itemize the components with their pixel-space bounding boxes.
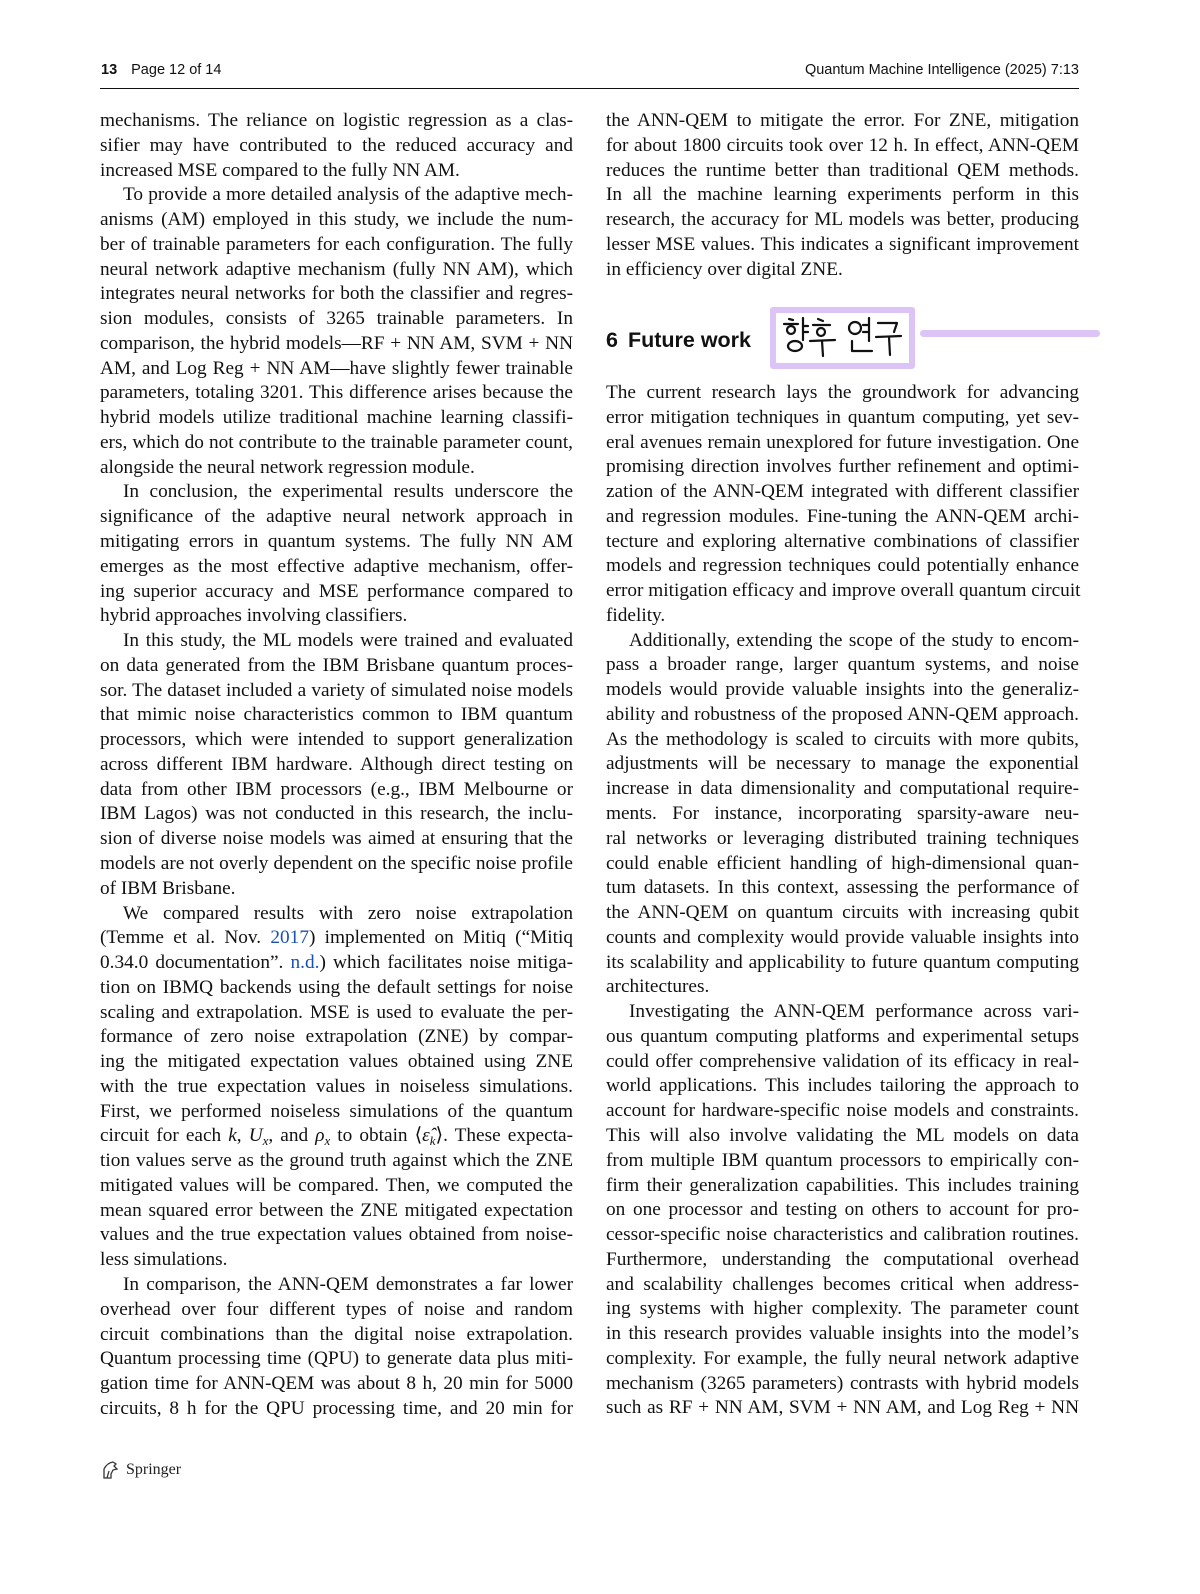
text-line: To provide a more detailed analysis of the adaptive mech- xyxy=(123,184,573,206)
right-column-top xyxy=(606,109,1079,282)
paragraph xyxy=(100,1273,573,1422)
text-line: counts and complexity would provide valuable insights into xyxy=(606,926,1079,948)
text-line: In comparison, the ANN-QEM demonstrates a far lower xyxy=(123,1273,573,1295)
text-run: to obtain ⟨ xyxy=(330,1125,423,1147)
text-line: account for hardware-specific noise models and constraints. xyxy=(606,1100,1079,1122)
section-number: 6 xyxy=(606,328,618,352)
text-line: firm their generalization capabilities. This includes training xyxy=(606,1174,1079,1196)
text-line: and regression modules. Fine-tuning the ANN-QEM archi- xyxy=(606,505,1079,527)
publisher-name: Springer xyxy=(126,1461,182,1478)
text-line: In this study, the ML models were trained and evaluated xyxy=(123,630,573,652)
text-line: tum datasets. In this context, assessing the performance of xyxy=(606,877,1079,899)
text-line: ber of trainable parameters for each configuration. The fully xyxy=(100,233,573,255)
text-line: fidelity. xyxy=(606,604,666,626)
text-run: 0.34.0 documentation”. xyxy=(100,952,291,974)
text-line: data from other IBM processors (e.g., IBM Melbourne or xyxy=(100,778,573,800)
math-symbol: x xyxy=(324,1133,331,1149)
paragraph xyxy=(100,902,573,1273)
text-line: mechanisms. The reliance on logistic regression as a clas- xyxy=(100,110,573,131)
text-line: tion values serve as the ground truth against which the ZNE xyxy=(100,1150,573,1172)
left-column xyxy=(100,109,573,1422)
text-run: , xyxy=(236,1125,249,1147)
text-line: lesser MSE values. This indicates a significant improvement xyxy=(606,233,1079,255)
text-line: complexity. For example, the fully neural network adaptive xyxy=(606,1347,1079,1369)
journal-citation: Quantum Machine Intelligence (2025) 7:13 xyxy=(804,62,1079,78)
text-line: sifier may have contributed to the reduced accuracy and xyxy=(100,134,573,156)
text-line: significance of the adaptive neural network approach in xyxy=(100,506,573,528)
running-header-left xyxy=(101,62,221,78)
text-line: sion modules, consists of 3265 trainable parameters. In xyxy=(100,308,573,330)
text-line: its scalability and applicability to future quantum computing xyxy=(606,951,1079,973)
text-line: We compared results with zero noise extrapolation xyxy=(123,902,573,924)
math-symbol: k xyxy=(228,1125,237,1147)
publisher-footer xyxy=(101,1460,181,1480)
text-line: circuit combinations than the digital noise extrapolation. xyxy=(100,1323,573,1345)
text-line: gation time for ANN-QEM was about 8 h, 20 min for 5000 xyxy=(100,1373,573,1395)
paragraph xyxy=(100,629,573,901)
text-line: that mimic noise characteristics common to IBM quantum xyxy=(100,704,573,726)
text-line xyxy=(100,1124,573,1149)
page-number: 13 xyxy=(101,62,118,78)
math-symbol: ε̂ xyxy=(422,1125,430,1147)
paragraph xyxy=(606,381,1079,629)
text-line: alongside the neural network regression module. xyxy=(100,456,475,478)
text-line: on data generated from the IBM Brisbane quantum proces- xyxy=(100,654,573,676)
text-line: models would provide valuable insights into the generaliz- xyxy=(606,679,1079,701)
handwritten-korean-note xyxy=(780,315,905,359)
text-line: values and the true expectation values obtained from noise- xyxy=(100,1224,573,1246)
text-line: architectures. xyxy=(606,976,710,998)
text-line: on one processor and testing on others to account for pro- xyxy=(606,1199,1079,1221)
text-line: sor. The dataset included a variety of simulated noise models xyxy=(100,679,573,701)
math-symbol: x xyxy=(262,1133,269,1149)
right-column-bottom xyxy=(606,381,1079,1421)
text-line: parameters, totaling 3201. This difference arises because the xyxy=(100,382,573,404)
text-line: Furthermore, understanding the computational overhead xyxy=(606,1248,1079,1270)
text-line: with the true expectation values in noiseless simulations. xyxy=(100,1075,573,1097)
paragraph xyxy=(100,109,573,183)
text-line: mitigated values will be compared. Then, we computed the xyxy=(100,1174,573,1196)
header-rule xyxy=(100,88,1079,89)
section-title: Future work xyxy=(627,328,752,352)
text-line: circuits, 8 h for the QPU processing time, and 20 min for xyxy=(100,1397,573,1419)
text-line: mean squared error between the ZNE mitigated expectation xyxy=(100,1199,573,1221)
paragraph xyxy=(606,109,1079,282)
text-run: (Temme et al. Nov. xyxy=(100,927,271,949)
text-line: In conclusion, the experimental results underscore the xyxy=(123,481,573,503)
text-line: of IBM Brisbane. xyxy=(100,877,236,899)
math-symbol: k xyxy=(429,1133,436,1149)
text-line: As the methodology is scaled to circuits with more qubits, xyxy=(606,728,1079,750)
citation-link[interactable]: 2017 xyxy=(270,927,309,949)
text-line: could offer comprehensive validation of its efficacy in real- xyxy=(606,1050,1079,1072)
text-line: research, the accuracy for ML models was better, producing xyxy=(606,209,1079,231)
text-line: integrates neural networks for both the classifier and regres- xyxy=(100,283,573,305)
text-line: tion on IBMQ backends using the default settings for noise xyxy=(100,976,573,998)
paragraph xyxy=(606,629,1079,1000)
text-line: comparison, the hybrid models—RF + NN AM, SVM + NN xyxy=(100,332,573,354)
text-line: ments. For instance, incorporating sparsity-aware neu- xyxy=(606,803,1079,825)
text-line: error mitigation efficacy and improve overall quantum circuit xyxy=(606,580,1081,602)
text-line: world applications. This includes tailoring the approach to xyxy=(606,1075,1079,1097)
text-line: ability and robustness of the proposed ANN-QEM approach. xyxy=(606,703,1079,725)
text-line: ers, which do not contribute to the trainable parameter count, xyxy=(100,431,573,453)
text-line: ing the mitigated expectation values obtained using ZNE xyxy=(100,1051,573,1073)
text-line: IBM Lagos) was not conducted in this research, the inclu- xyxy=(100,803,573,825)
text-line: The current research lays the groundwork for advancing xyxy=(606,382,1079,403)
text-line: In all the machine learning experiments perform in this xyxy=(606,184,1079,206)
annotation-connector-line xyxy=(920,330,1100,337)
text-line: across different IBM hardware. Although direct testing on xyxy=(100,753,573,775)
text-run: circuit for each xyxy=(100,1125,229,1147)
text-line: increase in data dimensionality and computational require- xyxy=(606,778,1079,800)
text-line: promising direction involves further refinement and optimi- xyxy=(606,456,1079,478)
math-symbol: U xyxy=(248,1125,263,1147)
springer-horse-icon xyxy=(101,1460,121,1480)
citation-link[interactable]: n.d. xyxy=(290,952,320,974)
text-line: neural network adaptive mechanism (fully NN AM), which xyxy=(100,258,573,280)
text-line: zation of the ANN-QEM integrated with different classifier xyxy=(606,481,1079,503)
section-heading xyxy=(606,328,751,353)
text-line: hybrid models utilize traditional machine learning classifi- xyxy=(100,407,573,429)
page-of: Page 12 of 14 xyxy=(131,62,222,78)
text-run: ) which facilitates noise mitiga- xyxy=(319,952,573,974)
text-line: models are not overly dependent on the specific noise profile xyxy=(100,852,573,874)
text-line: First, we performed noiseless simulations of the quantum xyxy=(100,1100,573,1122)
text-line: Quantum processing time (QPU) to generate data plus miti- xyxy=(100,1348,573,1370)
text-line: processors, which were intended to support generalization xyxy=(100,729,573,751)
text-line: emerges as the most effective adaptive mechanism, offer- xyxy=(100,555,573,577)
text-line xyxy=(100,926,573,951)
text-line: ral networks or leveraging distributed training techniques xyxy=(606,827,1079,849)
text-line: mechanism (3265 parameters) contrasts with hybrid models xyxy=(606,1372,1079,1394)
text-line: in this research provides valuable insights into the model’s xyxy=(606,1323,1079,1345)
text-line: and scalability challenges becomes critical when address- xyxy=(606,1273,1079,1295)
text-line: eral avenues remain unexplored for future investigation. One xyxy=(606,431,1079,453)
text-line: could enable efficient handling of high-dimensional quan- xyxy=(606,852,1079,874)
paragraph xyxy=(100,183,573,480)
text-line: Investigating the ANN-QEM performance across vari- xyxy=(629,1001,1079,1023)
text-line: ing superior accuracy and MSE performance compared to xyxy=(100,580,573,602)
text-line: error mitigation techniques in quantum computing, yet sev- xyxy=(606,406,1079,428)
text-line: the ANN-QEM to mitigate the error. For ZNE, mitigation xyxy=(606,110,1079,131)
paragraph xyxy=(606,1000,1079,1421)
text-line: such as RF + NN AM, SVM + NN AM, and Log Reg + NN xyxy=(606,1397,1079,1419)
text-line: Additionally, extending the scope of the study to encom- xyxy=(629,629,1079,651)
text-line: tecture and exploring alternative combinations of classifier xyxy=(606,530,1079,552)
text-line: sion of diverse noise models was aimed at ensuring that the xyxy=(100,828,573,850)
text-line: the ANN-QEM on quantum circuits with increasing qubit xyxy=(606,902,1079,924)
text-line: ing systems with higher complexity. The parameter count xyxy=(606,1298,1079,1320)
handwritten-annotation-box[interactable] xyxy=(770,307,915,369)
text-line: mitigating errors in quantum systems. The fully NN AM xyxy=(100,531,573,553)
text-run: ) implemented on Mitiq (“Mitiq xyxy=(308,927,573,949)
text-line: overhead over four different types of noise and random xyxy=(100,1298,573,1320)
text-line: for about 1800 circuits took over 12 h. In effect, ANN-QEM xyxy=(606,134,1079,156)
paragraph xyxy=(100,480,573,629)
text-line: ous quantum computing platforms and experimental setups xyxy=(606,1025,1079,1047)
text-line: in efficiency over digital ZNE. xyxy=(606,258,843,280)
text-line: cessor-specific noise characteristics and calibration routines. xyxy=(606,1224,1079,1246)
text-line: formance of zero noise extrapolation (ZNE) by compar- xyxy=(100,1026,573,1048)
text-line: from multiple IBM quantum processors to empirically con- xyxy=(606,1149,1079,1171)
text-line: models and regression techniques could potentially enhance xyxy=(606,555,1079,577)
text-line: pass a broader range, larger quantum systems, and noise xyxy=(606,654,1079,676)
text-line: This will also involve validating the ML models on data xyxy=(606,1124,1079,1146)
text-line: AM, and Log Reg + NN AM—have slightly fewer trainable xyxy=(100,357,573,379)
text-line: scaling and extrapolation. MSE is used to evaluate the per- xyxy=(100,1001,573,1023)
text-line: adjustments will be necessary to manage the exponential xyxy=(606,753,1079,775)
text-line: reduces the runtime better than traditional QEM methods. xyxy=(606,159,1079,181)
text-line: less simulations. xyxy=(100,1249,228,1271)
text-line: hybrid approaches involving classifiers. xyxy=(100,605,408,627)
math-symbol: ρ xyxy=(315,1125,325,1147)
text-line xyxy=(100,951,573,976)
text-line: anisms (AM) employed in this study, we include the num- xyxy=(100,209,573,231)
text-run: ⟩. These expecta- xyxy=(435,1125,573,1147)
text-line: increased MSE compared to the fully NN AM. xyxy=(100,159,460,181)
text-run: , and xyxy=(268,1125,316,1147)
